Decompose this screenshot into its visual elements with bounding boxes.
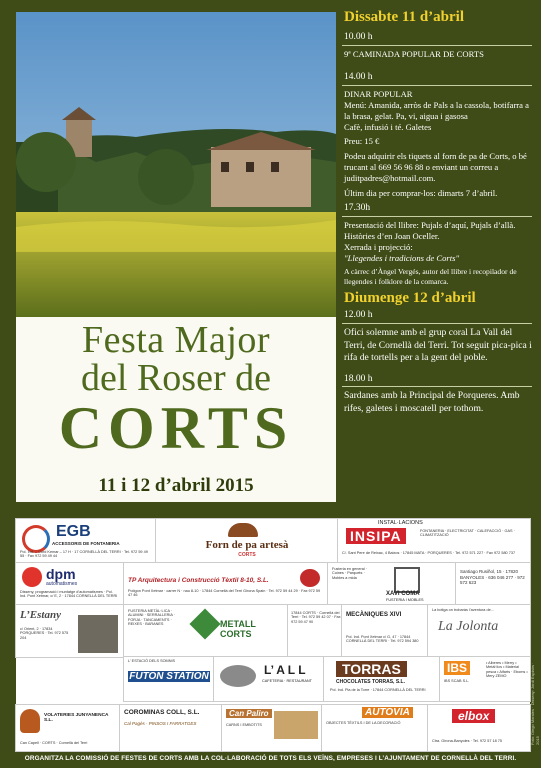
event-dinar-tickets: Podeu adquirir els tiquets al forn de pa de Corts, o bé trucant al 669 56 96 88 o enviant un correu a juditpadres@hotmail.com.: [344, 151, 527, 183]
sponsor-autovia: [322, 705, 428, 751]
sponsor-insipa: [338, 519, 530, 563]
lall-photo: [220, 665, 256, 687]
sponsor-dpm: [16, 563, 124, 605]
estany-address: c/ Orient, 2 · 17834 PORQUERES · Tel. 972 575 204: [20, 627, 69, 640]
event-talk-author: A càrrec d’Àngel Vergés, autor del llibre i recopilador de llegendes i folklore de la comarca.: [344, 267, 517, 286]
event-sardanes: Sardanes amb la Principal de Porqueres. Amb rifes, galetes i moscatell per tothom.: [344, 390, 520, 414]
torras-address: Pol. Ind. Pla de la Torre · 17844 CORNELLÀ DEL TERRI: [330, 688, 426, 692]
sponsor-futon: [124, 657, 214, 701]
egb-address: Pol. Ind. – Cord Kemar – 17 H · 17 CORNELLÀ DEL TERRI · Tel. 972 59 49 55 · Fax 972 59 49 44: [20, 550, 148, 559]
tp-address: Polígon Pont Xetmar · carrer N · nau 8-10 · 17844 Cornellà del Terri Girona Spain · Tel. 972 59 44 29 · Fax 972 59 47 46: [128, 589, 321, 598]
jolonta-top: La botiga on trobaràs l’aventura de...: [432, 608, 494, 612]
elbox-address: Ctra. Girona-Banyoles · Tel. 972 57 18 75: [432, 739, 503, 743]
canpaliro-subtitle: CARNS I EMBOTITS: [226, 723, 262, 727]
sponsor-metall-address: [288, 605, 342, 657]
metall-name: METALL CORTS: [220, 619, 256, 639]
meca-address: Pol. Ind. Pont Xetmar c/ G, 47 · 17844 CORNELLÀ DEL TERRI · Tel. 972 594 380: [346, 635, 419, 644]
poster-photo: [16, 12, 336, 317]
metall-logo-icon: [189, 608, 220, 639]
event-dinar-last-day: Últim dia per comprar-los: dimarts 7 d’abril.: [344, 187, 498, 198]
forn-subtitle: CORTS: [238, 552, 256, 558]
xavi-subtitle: FUSTERIA I MOBLES: [386, 598, 424, 602]
insipa-address: C/. Sant Pere de Reixac, 4 Baixos · 17845 MATA · PORQUERES · Tel. 972 571 227 · Fax 972 580 737: [342, 551, 516, 555]
sponsor-santiago-rusinol: [456, 563, 530, 605]
sponsor-metall-corts: [124, 605, 288, 657]
metall-list: FUSTERIA METÀL·LICA · ALUMINI · SERRALLERIA · FORJA · TANCAMENTS · REIXES · BARANES: [128, 609, 176, 627]
ibs-subtitle: IBS SCAB S.L.: [444, 679, 470, 683]
sponsor-volateria: [16, 705, 120, 751]
metall-address: 17844 CORTS · Cornellà del Terri · Tel. 972 59 42 07 · Fax 972 59 47 90: [291, 611, 341, 624]
time-12: 12.00 h: [342, 309, 532, 324]
xavi-list: Fusteria en general · Cuines · Parquets · Mobles a mida: [332, 567, 368, 580]
time-10: 10.00 h: [342, 31, 532, 46]
sponsor-jolonta: [428, 605, 530, 657]
insipa-top: INSTAL·LACIONS: [378, 520, 423, 526]
sponsor-xavi-coma: [328, 563, 456, 605]
rooster-icon: [20, 709, 40, 733]
event-talk: Xerrada i projecció:: [344, 241, 413, 252]
event-dinar-title: DINAR POPULAR: [344, 89, 413, 100]
corominas-name: COROMINAS COLL, S.L.: [124, 709, 200, 716]
insipa-name: INSIPA: [346, 528, 406, 544]
dpm-name: dpm: [46, 566, 76, 582]
sponsor-corominas: [120, 705, 222, 751]
egb-subtitle: ACCESSORIS DE FONTANERIA: [52, 541, 120, 546]
dpm-subtitle: automatismes: [46, 581, 78, 587]
meca-name: MECÀNIQUES XIVI: [346, 611, 402, 618]
autovia-subtitle: OBJECTES TÈXTILS I DE LA DECORACIÓ: [326, 721, 401, 725]
estany-photo: [78, 615, 118, 653]
festival-dates: 11 i 12 d’abril 2015: [98, 475, 254, 496]
santiago-address: Santiago Rusiñol, 15 · 17820 BANYOLES · 636 046 277 · 972 572 623: [460, 569, 525, 585]
program-panel: [342, 9, 532, 514]
event-dinar-cafe: Cafè, infusió i té. Galetes: [344, 121, 432, 132]
jolonta-name: La Jolonta: [438, 619, 499, 634]
insipa-subtitle: FONTANERIA · ELECTRICITAT · CALEFACCIÓ · GAS · CLIMATITZACIÓ: [420, 529, 515, 538]
torras-subtitle: CHOCOLATES TORRAS, S.L.: [336, 679, 405, 685]
tp-name: TP Arquitectura i Construcció Tèxtil 8-10, S.L.: [128, 577, 269, 584]
time-1730: 17.30h: [342, 202, 532, 217]
xavi-name: XAVI COMA: [386, 591, 420, 597]
ibs-name: IBS: [444, 661, 470, 675]
title-line-3: CORTS: [58, 395, 294, 461]
xavi-logo-icon: [394, 567, 420, 593]
estany-name: L’Estany: [20, 609, 61, 621]
time-18: 18.00 h: [342, 373, 532, 388]
title-line-1: Festa Major: [81, 319, 271, 361]
elbox-name: elbox: [452, 709, 495, 723]
dpm-logo-icon: [22, 567, 42, 587]
volateria-address: Can Capell · CORTS · Cornellà del Terri: [20, 741, 88, 745]
footer-organizers: ORGANITZA LA COMISSIÓ DE FESTES DE CORTS AMB LA COL·LABORACIÓ DE TOTS ELS VEÏNS, EMPRESES I L’AJUNTAMENT DE CORNELLÀ DEL TERRI.: [24, 755, 517, 762]
title-line-2: del Roser de: [81, 357, 271, 399]
event-dinar-menu: Menú: Amanida, arròs de Pals a la cassola, botifarra a la brasa, gelat. Pa, vi, aigua i gasosa: [344, 99, 529, 121]
forn-name: Forn de pa artesà: [205, 539, 289, 551]
sponsor-lall: [214, 657, 324, 701]
sponsor-torras: [324, 657, 440, 701]
event-caminada: 9ª CAMINADA POPULAR DE CORTS: [344, 48, 484, 59]
dpm-address: Disseny, programació i muntatge d’automatismes · Pol. Ind. Pont Xetmar, c/ E, 2 · 17844 CORNELLÀ DEL TERRI: [20, 590, 118, 599]
sponsor-forn: [156, 519, 338, 563]
sponsor-tp: [124, 563, 328, 605]
volateria-name: VOLATERIES JUNYANENCA S.L.: [44, 713, 109, 723]
sponsor-canpaliro: [222, 705, 322, 751]
corominas-subtitle: Cal Pagès · PINSOS I FARRATGES: [124, 721, 197, 726]
event-dinar-price: Preu: 15 €: [344, 136, 380, 147]
sponsor-egb: [16, 519, 156, 563]
torras-name: TORRAS: [336, 661, 407, 677]
futon-name: FUTON STATION: [129, 671, 209, 682]
event-ofici: Ofici solemne amb el grup coral La Vall del Terri, de Cornellà del Terri. Tot seguit pica-pica i rifa de tortells per a la gent del poble.: [344, 327, 532, 364]
futon-top: L’ ESTACIÓ DELS SOMNIS: [128, 659, 176, 663]
lall-name: L’ A L L: [264, 663, 306, 677]
photo-credit: Foto: Diego Morales · Disseny: Jordi Espinós · 2015: [530, 662, 540, 745]
sponsors-grid: [16, 519, 530, 751]
ibs-list: • Alberes • Merry • Metàl·lics • Material pesca • Alfarts · Eboms • Mery ZEMO: [486, 661, 528, 679]
egb-logo-icon: [22, 525, 50, 553]
day-sunday: Diumenge 12 d’abril: [344, 289, 476, 306]
sponsor-estany: [16, 605, 124, 657]
sponsor-elbox: [428, 705, 530, 751]
canpaliro-photo: [274, 711, 318, 739]
sponsor-mecaniques: [342, 605, 428, 657]
egb-name: EGB: [56, 523, 91, 540]
canpaliro-name: Can Paliro: [226, 709, 272, 718]
autovia-name: AUTOVIA: [362, 707, 413, 718]
event-talk-title: "Llegendes i tradicions de Corts": [344, 252, 460, 263]
time-14: 14.00 h: [342, 71, 532, 86]
bread-icon: [228, 523, 258, 537]
sponsor-ibs: [440, 657, 530, 701]
day-saturday: Dissabte 11 d’abril: [344, 9, 465, 25]
tp-logo-icon: [300, 569, 320, 587]
lall-subtitle: CAFETERIA · RESTAURANT: [262, 679, 312, 683]
event-book-presentation: Presentació del llibre: Pujals d’aquí, Pujals d’allà. Històries d’en Joan Oceller.: [344, 220, 516, 241]
poster-title-box: [16, 317, 336, 502]
